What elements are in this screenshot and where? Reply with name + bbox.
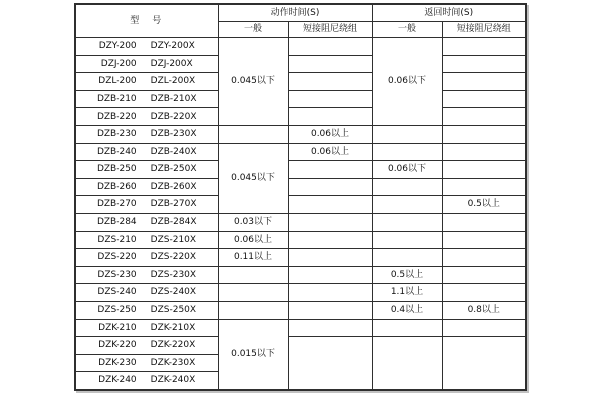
model-cell	[75, 90, 218, 108]
return-general-cell	[372, 213, 442, 231]
return-damping-cell	[442, 38, 526, 56]
table-row	[75, 337, 526, 355]
action-general-cell: 0.045以下	[218, 143, 288, 213]
action-damping-cell	[288, 196, 372, 214]
return-general-cell	[372, 249, 442, 267]
model-number: DZB-210	[96, 93, 137, 104]
table-row	[75, 231, 526, 249]
action-damping-cell	[288, 301, 372, 319]
header-row-groups	[75, 4, 526, 21]
action-general-cell: 0.015以下	[218, 319, 288, 390]
model-number-x-variant: DZS-240X	[150, 287, 197, 298]
model-number-x-variant: DZB-284X	[150, 217, 197, 228]
return-time-group-header: 返回时间(S)	[372, 4, 526, 21]
return-general-cell	[372, 125, 442, 143]
model-number: DZK-240	[98, 375, 137, 386]
table-row	[75, 73, 526, 91]
model-number: DZL-200	[98, 76, 137, 87]
return-damping-cell	[442, 73, 526, 91]
model-number: DZS-230	[97, 269, 137, 280]
relay-spec-table	[74, 3, 527, 391]
model-number-x-variant: DZB-260X	[150, 181, 197, 192]
return-damping-cell	[442, 213, 526, 231]
model-number: DZB-220	[96, 111, 137, 122]
table-row	[75, 284, 526, 302]
return-damping-cell	[442, 55, 526, 73]
action-damping-cell	[288, 284, 372, 302]
model-number-x-variant: DZB-210X	[150, 93, 197, 104]
return-general-cell	[372, 319, 442, 337]
model-column-header: 型 号	[75, 4, 218, 38]
model-number: DZB-240	[96, 146, 137, 157]
return-general-header: 一般	[372, 21, 442, 38]
return-damping-cell	[442, 161, 526, 179]
table-row	[75, 55, 526, 73]
return-general-cell	[372, 143, 442, 161]
return-damping-cell: 0.5以上	[442, 196, 526, 214]
action-damping-winding-header: 短接阻尼绕组	[288, 21, 372, 38]
model-number: DZY-200	[98, 41, 137, 52]
action-general-header: 一般	[218, 21, 288, 38]
table-row	[75, 266, 526, 284]
model-cell	[75, 125, 218, 143]
model-cell	[75, 301, 218, 319]
table-row	[75, 249, 526, 267]
model-cell	[75, 231, 218, 249]
table-row	[75, 108, 526, 126]
table-row	[75, 196, 526, 214]
return-general-cell: 0.5以上	[372, 266, 442, 284]
model-number-x-variant: DZL-200X	[150, 76, 196, 87]
action-general-cell: 0.11以上	[218, 249, 288, 267]
model-number-x-variant: DZS-250X	[150, 305, 197, 316]
action-general-cell	[218, 301, 288, 319]
model-number-x-variant: DZB-270X	[150, 199, 197, 210]
return-damping-cell	[442, 90, 526, 108]
action-damping-cell	[288, 161, 372, 179]
action-damping-cell: 0.06以上	[288, 143, 372, 161]
model-cell	[75, 55, 218, 73]
action-damping-cell	[288, 319, 372, 337]
action-damping-cell	[288, 73, 372, 91]
table-row	[75, 301, 526, 319]
model-number-x-variant: DZK-220X	[150, 340, 196, 351]
model-number: DZK-210	[98, 322, 137, 333]
action-general-cell: 0.06以上	[218, 231, 288, 249]
model-cell	[75, 213, 218, 231]
model-number: DZK-220	[98, 340, 137, 351]
model-cell	[75, 284, 218, 302]
model-number: DZJ-200	[100, 58, 137, 69]
model-number-x-variant: DZK-210X	[150, 322, 196, 333]
return-damping-cell	[442, 319, 526, 337]
model-cell	[75, 337, 218, 355]
model-number-x-variant: DZS-230X	[150, 269, 197, 280]
table-row	[75, 161, 526, 179]
action-damping-cell	[288, 55, 372, 73]
model-number: DZB-250	[96, 164, 137, 175]
model-number: DZB-284	[96, 217, 137, 228]
model-cell	[75, 73, 218, 91]
model-number: DZB-270	[96, 199, 137, 210]
return-damping-cell	[442, 108, 526, 126]
table-header	[75, 4, 526, 38]
action-damping-cell	[288, 213, 372, 231]
model-cell	[75, 372, 218, 390]
return-general-cell	[372, 231, 442, 249]
model-cell	[75, 266, 218, 284]
action-damping-cell	[288, 90, 372, 108]
return-damping-cell	[442, 143, 526, 161]
return-general-cell: 0.4以上	[372, 301, 442, 319]
return-general-cell: 0.06以下	[372, 161, 442, 179]
model-number-x-variant: DZK-230X	[150, 357, 196, 368]
model-cell	[75, 196, 218, 214]
model-number-x-variant: DZB-240X	[150, 146, 197, 157]
action-damping-cell	[288, 178, 372, 196]
table-row	[75, 143, 526, 161]
model-number-x-variant: DZY-200X	[150, 41, 195, 52]
return-damping-cell	[442, 284, 526, 302]
model-number-x-variant: DZS-220X	[150, 252, 197, 263]
return-general-cell	[372, 178, 442, 196]
action-damping-cell	[288, 337, 372, 390]
model-cell	[75, 38, 218, 56]
return-damping-cell	[442, 249, 526, 267]
action-damping-cell	[288, 108, 372, 126]
model-cell	[75, 249, 218, 267]
action-damping-cell	[288, 266, 372, 284]
action-general-cell: 0.045以下	[218, 38, 288, 126]
model-number-x-variant: DZB-230X	[150, 129, 197, 140]
action-damping-cell	[288, 231, 372, 249]
table-row	[75, 213, 526, 231]
return-damping-cell: 0.8以上	[442, 301, 526, 319]
table-row	[75, 319, 526, 337]
model-number-x-variant: DZJ-200X	[150, 58, 193, 69]
table-row	[75, 38, 526, 56]
model-number: DZS-210	[97, 234, 137, 245]
action-damping-cell	[288, 249, 372, 267]
return-damping-cell	[442, 178, 526, 196]
action-general-cell	[218, 284, 288, 302]
action-time-group-header: 动作时间(S)	[218, 4, 372, 21]
model-number: DZB-260	[96, 181, 137, 192]
model-cell	[75, 178, 218, 196]
model-number-x-variant: DZS-210X	[150, 234, 197, 245]
table-row	[75, 90, 526, 108]
return-general-cell: 1.1以上	[372, 284, 442, 302]
action-general-cell: 0.03以下	[218, 213, 288, 231]
model-cell	[75, 319, 218, 337]
model-number-x-variant: DZB-250X	[150, 164, 197, 175]
return-damping-cell	[442, 266, 526, 284]
model-number: DZS-250	[97, 305, 137, 316]
model-cell	[75, 143, 218, 161]
return-damping-cell	[442, 231, 526, 249]
model-cell	[75, 108, 218, 126]
return-damping-winding-header: 短接阻尼绕组	[442, 21, 526, 38]
action-general-cell	[218, 266, 288, 284]
model-number: DZS-240	[97, 287, 137, 298]
action-damping-cell	[288, 38, 372, 56]
table-body	[75, 38, 526, 390]
model-number: DZS-220	[97, 252, 137, 263]
return-damping-cell	[442, 125, 526, 143]
action-general-cell	[218, 125, 288, 143]
return-general-cell: 0.06以下	[372, 38, 442, 126]
table-row	[75, 178, 526, 196]
return-general-cell	[372, 337, 442, 390]
action-damping-cell: 0.06以上	[288, 125, 372, 143]
model-cell	[75, 354, 218, 372]
model-cell	[75, 161, 218, 179]
model-number-x-variant: DZB-220X	[150, 111, 197, 122]
model-number: DZK-230	[98, 357, 137, 368]
model-number-x-variant: DZK-240X	[150, 375, 196, 386]
table-row	[75, 125, 526, 143]
model-number: DZB-230	[96, 129, 137, 140]
return-damping-cell	[442, 337, 526, 390]
return-general-cell	[372, 196, 442, 214]
